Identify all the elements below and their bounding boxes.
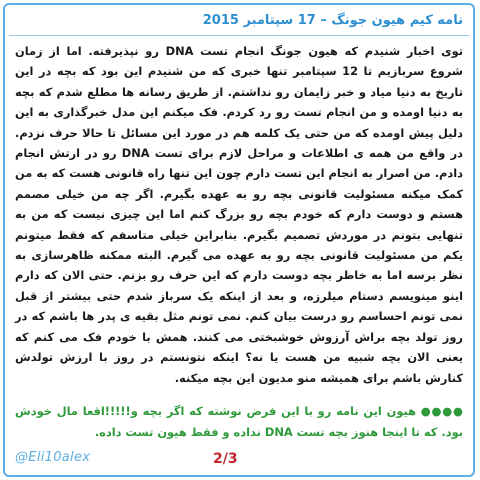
letter-title: نامه کیم هیون جونگ – 17 سپتامبر 2015	[202, 13, 463, 28]
letter-body: توی اخبار شنیدم که هیون جونگ انجام تست DNA رو نپذیرفته. اما از زمان شروع سربازیم تا 12 سپتامبر تنها خبری که من شنیدم این بود که بچه در این تاریخ به دنیا میاد و خبر زایمان رو نداشتم. از طریق رسانه ها مطلع شدم که بچه به دنیا اومده و من انجام تست رو رد کردم. فک میکنم این مدل خبرگذاری به این دلیل پیش اومده که من حتی یک کلمه هم در مورد این مسائل تا حالا حرف نزدم. در واقع من همه ی اطلاعات و مراحل لازم برای تست DNA رو در ارتش انجام دادم. من اصرار به انجام این تست دارم چون این تنها راه قانونی هست که به من کمک میکنه مسئولیت قانونی بچه رو به عهده بگیرم. اگر چه من خیلی مصمم هستم و دوست دارم که خودم بچه رو بزرگ کنم اما این چیزی نیست که من به تنهایی بتونم در موردش تصمیم بگیرم. بنابراین خیلی متاسفم که فقط میتونم یکم من مسئولیت قانونی بچه رو به عهده می گیرم. البته ممکنه ظاهرسازی به نظر برسه اما به خاطر بچه دوست دارم که این حرف رو بزنم. حتی الان که دارم اینو مینویسم دستام میلرزه، و بعد از اینکه یک سرباز شدم حتی بیشتر از قبل نمی تونم احساسم رو درست بیان کنم. نمی تونم مثل بقیه ی پدر ها باشم که در روز تولد بچه براش آرزوش خوشبختی می کنند. همش با خودم فک می کنم که یعنی الان بچه شبیه من هست یا نه؟ اینکه نتونستم در روز با ارزش تولدش کنارش باشم برای همیشه منو مدیون این بچه میکنه.	[15, 44, 463, 385]
title-divider	[9, 35, 469, 36]
translator-note: ●●●● هیون این نامه رو با این فرض نوشته که اگر بچه و!!!!!اقعا مال خودش بود. که تا اینجا هنوز بچه تست DNA نداده و فقط هیون تست داده.	[15, 404, 463, 439]
letter-card	[3, 3, 475, 477]
page-indicator: 2/3	[213, 451, 238, 467]
author-handle: @Eli10alex	[15, 450, 91, 465]
